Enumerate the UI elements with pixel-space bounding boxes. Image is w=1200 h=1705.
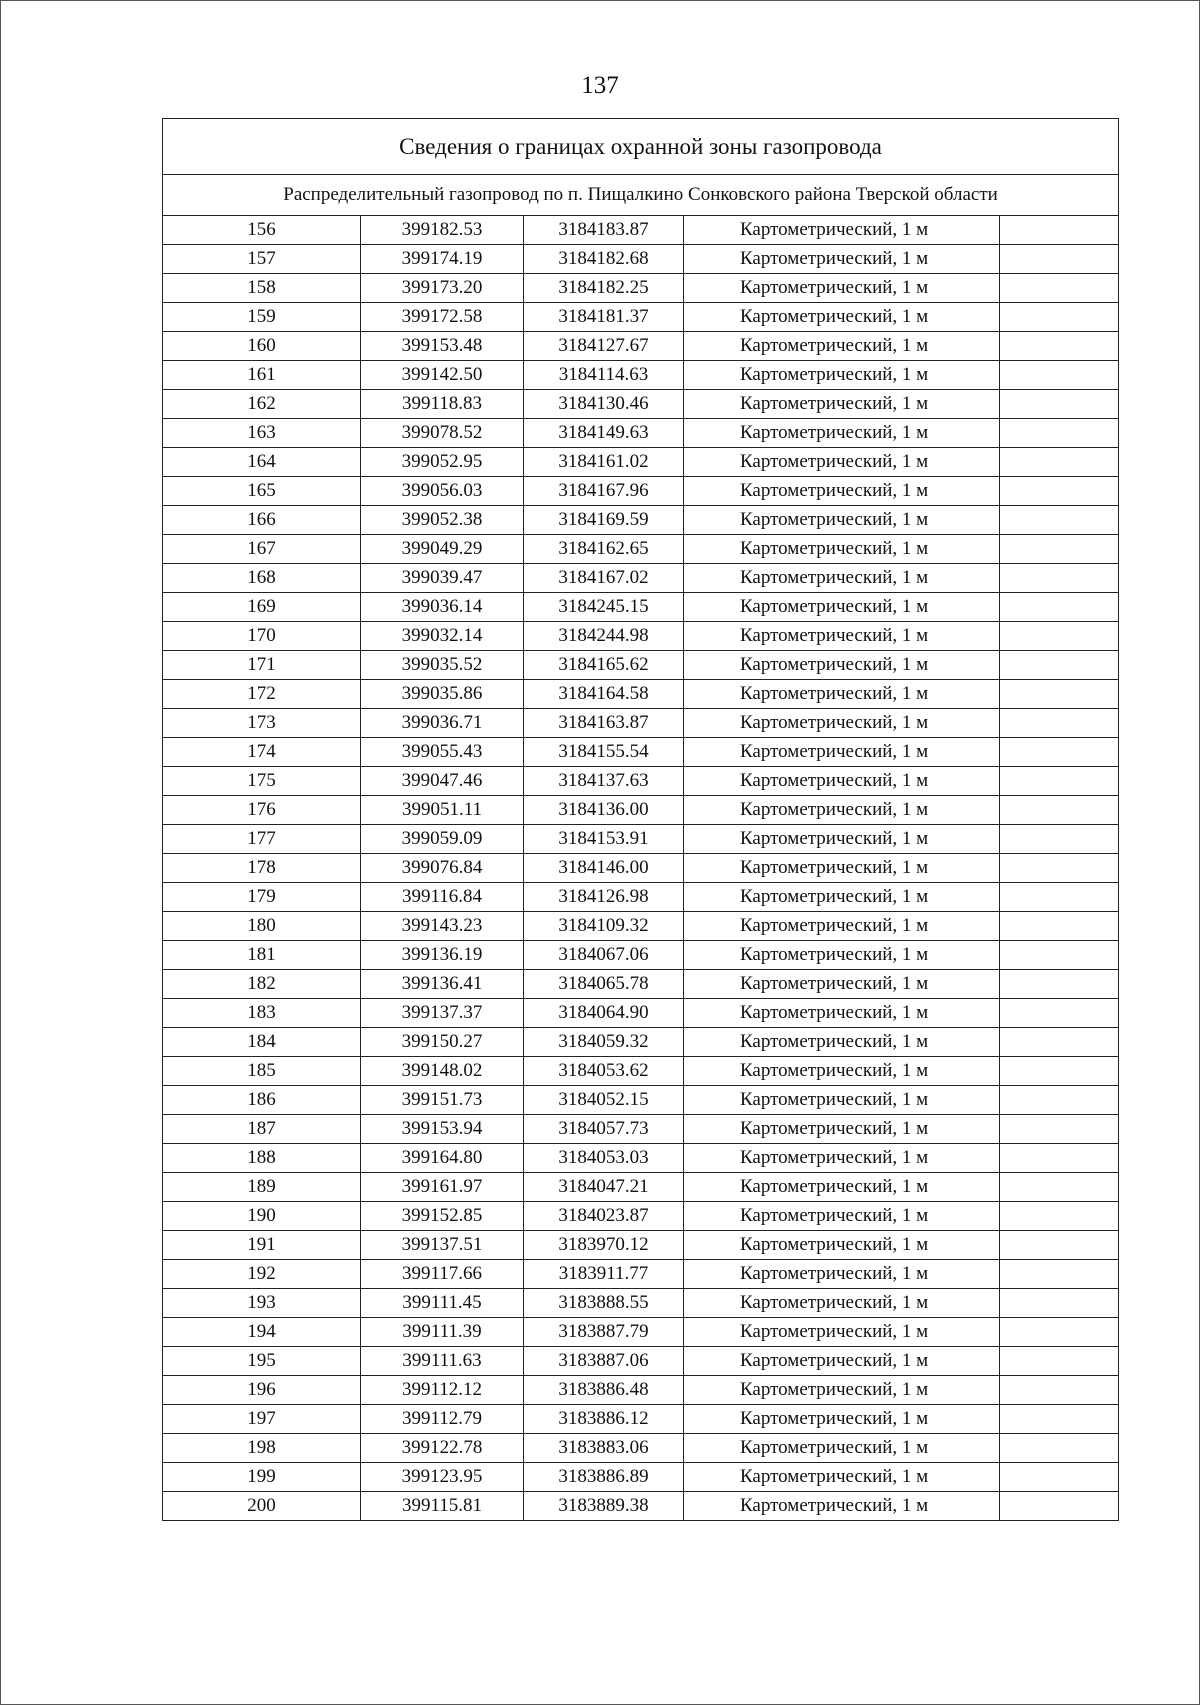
method-cell: Картометрический, 1 м: [684, 419, 1000, 448]
table-row: [163, 941, 1119, 970]
x-coordinate-cell: 399076.84: [361, 854, 524, 883]
method-cell: Картометрический, 1 м: [684, 680, 1000, 709]
method-cell: Картометрический, 1 м: [684, 941, 1000, 970]
method-cell: Картометрический, 1 м: [684, 1260, 1000, 1289]
x-coordinate-cell: 399111.45: [361, 1289, 524, 1318]
table-row: [163, 970, 1119, 999]
point-number-cell: 198: [163, 1434, 361, 1463]
note-cell: [1000, 1115, 1119, 1144]
x-coordinate-cell: 399174.19: [361, 245, 524, 274]
x-coordinate-cell: 399051.11: [361, 796, 524, 825]
x-coordinate-cell: 399153.94: [361, 1115, 524, 1144]
table-subtitle: Распределительный газопровод по п. Пищалкино Сонковского района Тверской области: [163, 175, 1119, 216]
x-coordinate-cell: 399136.41: [361, 970, 524, 999]
table-row: [163, 1434, 1119, 1463]
method-cell: Картометрический, 1 м: [684, 390, 1000, 419]
y-coordinate-cell: 3184146.00: [524, 854, 684, 883]
method-cell: Картометрический, 1 м: [684, 274, 1000, 303]
x-coordinate-cell: 399153.48: [361, 332, 524, 361]
x-coordinate-cell: 399117.66: [361, 1260, 524, 1289]
method-cell: Картометрический, 1 м: [684, 593, 1000, 622]
method-cell: Картометрический, 1 м: [684, 912, 1000, 941]
x-coordinate-cell: 399137.37: [361, 999, 524, 1028]
method-cell: Картометрический, 1 м: [684, 622, 1000, 651]
method-cell: Картометрический, 1 м: [684, 651, 1000, 680]
x-coordinate-cell: 399118.83: [361, 390, 524, 419]
x-coordinate-cell: 399032.14: [361, 622, 524, 651]
point-number-cell: 157: [163, 245, 361, 274]
point-number-cell: 193: [163, 1289, 361, 1318]
note-cell: [1000, 274, 1119, 303]
note-cell: [1000, 1173, 1119, 1202]
point-number-cell: 171: [163, 651, 361, 680]
x-coordinate-cell: 399143.23: [361, 912, 524, 941]
x-coordinate-cell: 399142.50: [361, 361, 524, 390]
y-coordinate-cell: 3184165.62: [524, 651, 684, 680]
method-cell: Картометрический, 1 м: [684, 535, 1000, 564]
y-coordinate-cell: 3184149.63: [524, 419, 684, 448]
method-cell: Картометрический, 1 м: [684, 1202, 1000, 1231]
note-cell: [1000, 390, 1119, 419]
x-coordinate-cell: 399036.14: [361, 593, 524, 622]
y-coordinate-cell: 3184047.21: [524, 1173, 684, 1202]
x-coordinate-cell: 399036.71: [361, 709, 524, 738]
table-subtitle-row: [163, 175, 1119, 216]
x-coordinate-cell: 399112.12: [361, 1376, 524, 1405]
table-row: [163, 1231, 1119, 1260]
note-cell: [1000, 448, 1119, 477]
note-cell: [1000, 419, 1119, 448]
table-row: [163, 332, 1119, 361]
table-row: [163, 216, 1119, 245]
y-coordinate-cell: 3184053.62: [524, 1057, 684, 1086]
method-cell: Картометрический, 1 м: [684, 1463, 1000, 1492]
method-cell: Картометрический, 1 м: [684, 796, 1000, 825]
x-coordinate-cell: 399148.02: [361, 1057, 524, 1086]
table-row: [163, 796, 1119, 825]
note-cell: [1000, 1463, 1119, 1492]
table-row: [163, 1347, 1119, 1376]
point-number-cell: 196: [163, 1376, 361, 1405]
note-cell: [1000, 477, 1119, 506]
point-number-cell: 183: [163, 999, 361, 1028]
x-coordinate-cell: 399136.19: [361, 941, 524, 970]
note-cell: [1000, 332, 1119, 361]
x-coordinate-cell: 399035.52: [361, 651, 524, 680]
note-cell: [1000, 1492, 1119, 1521]
note-cell: [1000, 912, 1119, 941]
x-coordinate-cell: 399056.03: [361, 477, 524, 506]
point-number-cell: 163: [163, 419, 361, 448]
point-number-cell: 178: [163, 854, 361, 883]
y-coordinate-cell: 3184057.73: [524, 1115, 684, 1144]
x-coordinate-cell: 399182.53: [361, 216, 524, 245]
method-cell: Картометрический, 1 м: [684, 564, 1000, 593]
point-number-cell: 185: [163, 1057, 361, 1086]
point-number-cell: 180: [163, 912, 361, 941]
y-coordinate-cell: 3184023.87: [524, 1202, 684, 1231]
method-cell: Картометрический, 1 м: [684, 477, 1000, 506]
method-cell: Картометрический, 1 м: [684, 1289, 1000, 1318]
y-coordinate-cell: 3183911.77: [524, 1260, 684, 1289]
method-cell: Картометрический, 1 м: [684, 1347, 1000, 1376]
method-cell: Картометрический, 1 м: [684, 1173, 1000, 1202]
y-coordinate-cell: 3183889.38: [524, 1492, 684, 1521]
point-number-cell: 174: [163, 738, 361, 767]
point-number-cell: 172: [163, 680, 361, 709]
x-coordinate-cell: 399078.52: [361, 419, 524, 448]
table-row: [163, 1463, 1119, 1492]
method-cell: Картометрический, 1 м: [684, 332, 1000, 361]
x-coordinate-cell: 399049.29: [361, 535, 524, 564]
method-cell: Картометрический, 1 м: [684, 216, 1000, 245]
x-coordinate-cell: 399151.73: [361, 1086, 524, 1115]
boundary-table: [162, 118, 1119, 1521]
y-coordinate-cell: 3184109.32: [524, 912, 684, 941]
method-cell: Картометрический, 1 м: [684, 1028, 1000, 1057]
x-coordinate-cell: 399111.39: [361, 1318, 524, 1347]
page-number: 137: [581, 72, 619, 99]
x-coordinate-cell: 399047.46: [361, 767, 524, 796]
table-row: [163, 593, 1119, 622]
y-coordinate-cell: 3183886.89: [524, 1463, 684, 1492]
note-cell: [1000, 564, 1119, 593]
note-cell: [1000, 883, 1119, 912]
note-cell: [1000, 999, 1119, 1028]
y-coordinate-cell: 3184181.37: [524, 303, 684, 332]
point-number-cell: 184: [163, 1028, 361, 1057]
y-coordinate-cell: 3184067.06: [524, 941, 684, 970]
table-title: Сведения о границах охранной зоны газопровода: [163, 119, 1119, 175]
y-coordinate-cell: 3184137.63: [524, 767, 684, 796]
point-number-cell: 168: [163, 564, 361, 593]
point-number-cell: 175: [163, 767, 361, 796]
note-cell: [1000, 216, 1119, 245]
y-coordinate-cell: 3183883.06: [524, 1434, 684, 1463]
table-row: [163, 883, 1119, 912]
table-row: [163, 1144, 1119, 1173]
note-cell: [1000, 970, 1119, 999]
method-cell: Картометрический, 1 м: [684, 854, 1000, 883]
y-coordinate-cell: 3184126.98: [524, 883, 684, 912]
x-coordinate-cell: 399039.47: [361, 564, 524, 593]
y-coordinate-cell: 3184162.65: [524, 535, 684, 564]
point-number-cell: 187: [163, 1115, 361, 1144]
y-coordinate-cell: 3184183.87: [524, 216, 684, 245]
method-cell: Картометрический, 1 м: [684, 883, 1000, 912]
point-number-cell: 160: [163, 332, 361, 361]
point-number-cell: 188: [163, 1144, 361, 1173]
point-number-cell: 192: [163, 1260, 361, 1289]
note-cell: [1000, 651, 1119, 680]
table-row: [163, 1492, 1119, 1521]
table-row: [163, 709, 1119, 738]
note-cell: [1000, 1028, 1119, 1057]
y-coordinate-cell: 3184053.03: [524, 1144, 684, 1173]
note-cell: [1000, 1289, 1119, 1318]
note-cell: [1000, 1318, 1119, 1347]
table-row: [163, 506, 1119, 535]
point-number-cell: 195: [163, 1347, 361, 1376]
point-number-cell: 177: [163, 825, 361, 854]
point-number-cell: 191: [163, 1231, 361, 1260]
point-number-cell: 199: [163, 1463, 361, 1492]
note-cell: [1000, 506, 1119, 535]
table-title-row: [163, 119, 1119, 175]
x-coordinate-cell: 399152.85: [361, 1202, 524, 1231]
table-row: [163, 738, 1119, 767]
table-row: [163, 1173, 1119, 1202]
method-cell: Картометрический, 1 м: [684, 738, 1000, 767]
point-number-cell: 170: [163, 622, 361, 651]
method-cell: Картометрический, 1 м: [684, 1405, 1000, 1434]
y-coordinate-cell: 3184182.25: [524, 274, 684, 303]
method-cell: Картометрический, 1 м: [684, 448, 1000, 477]
method-cell: Картометрический, 1 м: [684, 709, 1000, 738]
y-coordinate-cell: 3184130.46: [524, 390, 684, 419]
table-row: [163, 390, 1119, 419]
y-coordinate-cell: 3184164.58: [524, 680, 684, 709]
note-cell: [1000, 622, 1119, 651]
point-number-cell: 166: [163, 506, 361, 535]
x-coordinate-cell: 399173.20: [361, 274, 524, 303]
point-number-cell: 161: [163, 361, 361, 390]
point-number-cell: 182: [163, 970, 361, 999]
method-cell: Картометрический, 1 м: [684, 1144, 1000, 1173]
note-cell: [1000, 941, 1119, 970]
method-cell: Картометрический, 1 м: [684, 1434, 1000, 1463]
point-number-cell: 194: [163, 1318, 361, 1347]
table-row: [163, 477, 1119, 506]
y-coordinate-cell: 3184114.63: [524, 361, 684, 390]
y-coordinate-cell: 3183886.48: [524, 1376, 684, 1405]
note-cell: [1000, 796, 1119, 825]
x-coordinate-cell: 399059.09: [361, 825, 524, 854]
note-cell: [1000, 361, 1119, 390]
y-coordinate-cell: 3183888.55: [524, 1289, 684, 1318]
y-coordinate-cell: 3184244.98: [524, 622, 684, 651]
y-coordinate-cell: 3184064.90: [524, 999, 684, 1028]
table-row: [163, 1028, 1119, 1057]
table-row: [163, 361, 1119, 390]
table-row: [163, 1318, 1119, 1347]
note-cell: [1000, 1405, 1119, 1434]
table-row: [163, 999, 1119, 1028]
x-coordinate-cell: 399052.95: [361, 448, 524, 477]
point-number-cell: 186: [163, 1086, 361, 1115]
y-coordinate-cell: 3184127.67: [524, 332, 684, 361]
note-cell: [1000, 1144, 1119, 1173]
point-number-cell: 189: [163, 1173, 361, 1202]
table-row: [163, 1202, 1119, 1231]
x-coordinate-cell: 399116.84: [361, 883, 524, 912]
y-coordinate-cell: 3184155.54: [524, 738, 684, 767]
y-coordinate-cell: 3183887.06: [524, 1347, 684, 1376]
method-cell: Картометрический, 1 м: [684, 1492, 1000, 1521]
point-number-cell: 197: [163, 1405, 361, 1434]
table-row: [163, 651, 1119, 680]
y-coordinate-cell: 3184065.78: [524, 970, 684, 999]
y-coordinate-cell: 3184052.15: [524, 1086, 684, 1115]
note-cell: [1000, 1086, 1119, 1115]
x-coordinate-cell: 399055.43: [361, 738, 524, 767]
table-row: [163, 448, 1119, 477]
table-row: [163, 767, 1119, 796]
method-cell: Картометрический, 1 м: [684, 767, 1000, 796]
table-row: [163, 419, 1119, 448]
table-row: [163, 1405, 1119, 1434]
method-cell: Картометрический, 1 м: [684, 1231, 1000, 1260]
table-row: [163, 1086, 1119, 1115]
x-coordinate-cell: 399164.80: [361, 1144, 524, 1173]
point-number-cell: 158: [163, 274, 361, 303]
y-coordinate-cell: 3184136.00: [524, 796, 684, 825]
note-cell: [1000, 680, 1119, 709]
method-cell: Картометрический, 1 м: [684, 245, 1000, 274]
method-cell: Картометрический, 1 м: [684, 1376, 1000, 1405]
x-coordinate-cell: 399172.58: [361, 303, 524, 332]
note-cell: [1000, 854, 1119, 883]
table-row: [163, 1057, 1119, 1086]
note-cell: [1000, 767, 1119, 796]
note-cell: [1000, 593, 1119, 622]
method-cell: Картометрический, 1 м: [684, 825, 1000, 854]
table-row: [163, 1260, 1119, 1289]
method-cell: Картометрический, 1 м: [684, 303, 1000, 332]
table-row: [163, 535, 1119, 564]
note-cell: [1000, 1376, 1119, 1405]
note-cell: [1000, 1260, 1119, 1289]
point-number-cell: 179: [163, 883, 361, 912]
method-cell: Картометрический, 1 м: [684, 1086, 1000, 1115]
note-cell: [1000, 245, 1119, 274]
point-number-cell: 165: [163, 477, 361, 506]
x-coordinate-cell: 399111.63: [361, 1347, 524, 1376]
method-cell: Картометрический, 1 м: [684, 1115, 1000, 1144]
table-row: [163, 1289, 1119, 1318]
y-coordinate-cell: 3183887.79: [524, 1318, 684, 1347]
table-row: [163, 303, 1119, 332]
point-number-cell: 190: [163, 1202, 361, 1231]
y-coordinate-cell: 3184182.68: [524, 245, 684, 274]
x-coordinate-cell: 399052.38: [361, 506, 524, 535]
note-cell: [1000, 709, 1119, 738]
method-cell: Картометрический, 1 м: [684, 361, 1000, 390]
note-cell: [1000, 825, 1119, 854]
x-coordinate-cell: 399112.79: [361, 1405, 524, 1434]
table-row: [163, 1115, 1119, 1144]
y-coordinate-cell: 3184169.59: [524, 506, 684, 535]
table-row: [163, 622, 1119, 651]
method-cell: Картометрический, 1 м: [684, 1318, 1000, 1347]
y-coordinate-cell: 3184167.02: [524, 564, 684, 593]
point-number-cell: 167: [163, 535, 361, 564]
table-row: [163, 680, 1119, 709]
y-coordinate-cell: 3184153.91: [524, 825, 684, 854]
point-number-cell: 164: [163, 448, 361, 477]
y-coordinate-cell: 3183886.12: [524, 1405, 684, 1434]
point-number-cell: 200: [163, 1492, 361, 1521]
table-row: [163, 564, 1119, 593]
point-number-cell: 176: [163, 796, 361, 825]
table-row: [163, 274, 1119, 303]
point-number-cell: 173: [163, 709, 361, 738]
x-coordinate-cell: 399122.78: [361, 1434, 524, 1463]
note-cell: [1000, 738, 1119, 767]
point-number-cell: 156: [163, 216, 361, 245]
point-number-cell: 162: [163, 390, 361, 419]
table-row: [163, 825, 1119, 854]
point-number-cell: 169: [163, 593, 361, 622]
note-cell: [1000, 1202, 1119, 1231]
note-cell: [1000, 1231, 1119, 1260]
table-row: [163, 245, 1119, 274]
x-coordinate-cell: 399150.27: [361, 1028, 524, 1057]
method-cell: Картометрический, 1 м: [684, 1057, 1000, 1086]
y-coordinate-cell: 3184059.32: [524, 1028, 684, 1057]
y-coordinate-cell: 3183970.12: [524, 1231, 684, 1260]
y-coordinate-cell: 3184161.02: [524, 448, 684, 477]
y-coordinate-cell: 3184163.87: [524, 709, 684, 738]
point-number-cell: 181: [163, 941, 361, 970]
x-coordinate-cell: 399115.81: [361, 1492, 524, 1521]
method-cell: Картометрический, 1 м: [684, 506, 1000, 535]
table-row: [163, 854, 1119, 883]
table-row: [163, 912, 1119, 941]
x-coordinate-cell: 399137.51: [361, 1231, 524, 1260]
note-cell: [1000, 303, 1119, 332]
note-cell: [1000, 535, 1119, 564]
method-cell: Картометрический, 1 м: [684, 970, 1000, 999]
point-number-cell: 159: [163, 303, 361, 332]
x-coordinate-cell: 399161.97: [361, 1173, 524, 1202]
note-cell: [1000, 1434, 1119, 1463]
note-cell: [1000, 1347, 1119, 1376]
x-coordinate-cell: 399035.86: [361, 680, 524, 709]
table-body: [163, 119, 1119, 1521]
table-row: [163, 1376, 1119, 1405]
method-cell: Картометрический, 1 м: [684, 999, 1000, 1028]
y-coordinate-cell: 3184245.15: [524, 593, 684, 622]
x-coordinate-cell: 399123.95: [361, 1463, 524, 1492]
y-coordinate-cell: 3184167.96: [524, 477, 684, 506]
note-cell: [1000, 1057, 1119, 1086]
